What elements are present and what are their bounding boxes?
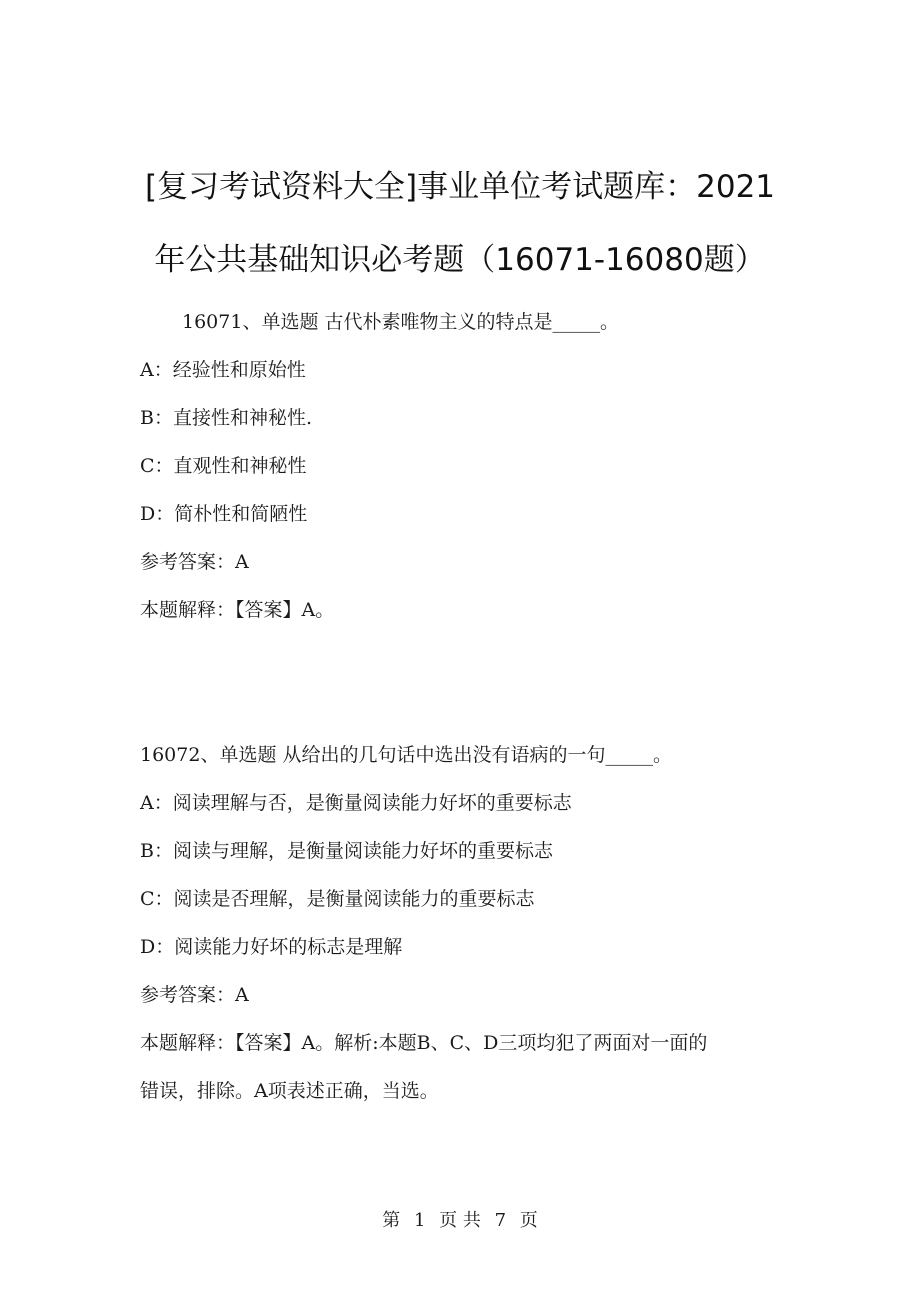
question-16072-option-d: D：阅读能力好坏的标志是理解	[140, 936, 403, 958]
question-16071-answer: 参考答案：A	[140, 551, 249, 573]
question-16071-option-b: B：直接性和神秘性.	[140, 407, 313, 429]
question-16071-option-c: C：直观性和神秘性	[140, 455, 307, 477]
question-16072-option-c: C：阅读是否理解，是衡量阅读能力的重要标志	[140, 888, 535, 910]
question-16072-option-b: B：阅读与理解，是衡量阅读能力好坏的重要标志	[140, 840, 553, 862]
question-16072-explanation-line-2: 错误，排除。A项表述正确，当选。	[140, 1080, 439, 1102]
question-16072-stem: 16072、单选题 从给出的几句话中选出没有语病的一句_____。	[140, 744, 672, 766]
footer-page-number: 1	[413, 1210, 426, 1231]
footer-suffix: 页	[519, 1210, 538, 1231]
footer-middle: 页 共	[439, 1210, 481, 1231]
question-16071-option-a: A：经验性和原始性	[140, 359, 306, 381]
question-16072-answer: 参考答案：A	[140, 984, 249, 1006]
question-16072-explanation-line-1: 本题解释：【答案】A。解析:本题B、C、D三项均犯了两面对一面的	[140, 1032, 708, 1054]
question-16072-option-a: A：阅读理解与否，是衡量阅读能力好坏的重要标志	[140, 792, 572, 814]
footer-total-pages: 7	[494, 1210, 507, 1231]
document-title-line-1: [复习考试资料大全]事业单位考试题库：2021	[144, 169, 776, 205]
footer-prefix: 第	[382, 1210, 401, 1231]
question-16071-option-d: D：简朴性和简陋性	[140, 503, 308, 525]
question-16071-explanation: 本题解释：【答案】A。	[140, 599, 335, 621]
document-title-line-2: 年公共基础知识必考题（16071-16080题）	[154, 242, 766, 278]
page-footer	[0, 1208, 920, 1234]
question-16071-stem: 16071、单选题 古代朴素唯物主义的特点是_____。	[182, 311, 619, 333]
